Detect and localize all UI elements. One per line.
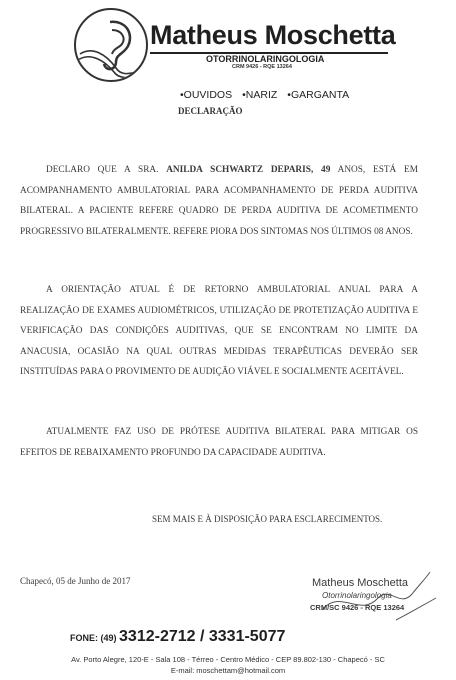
place-date: Chapecó, 05 de Junho de 2017: [20, 576, 131, 586]
specialty-ouvidos: •OUVIDOS: [180, 89, 233, 101]
p1-rest: ANOS, ESTÁ EM ACOMPANHAMENTO AMBULATORIAL PARA ACOMPANHAMENTO DE PERDA AUDITIVA BILATERAL. A PACIENTE REFERE QUADRO DE PERDA AUDITIVA DE ACOMETIMENTO PROGRESSIVO BILATERALMENTE. REFERE PIORA DOS SINTOMAS NOS ÚLTIMOS 08 ANOS.: [20, 165, 418, 237]
email: E-mail: moschettam@hotmail.com: [170, 666, 286, 675]
paragraph-2: [20, 280, 418, 383]
p2-text: A ORIENTAÇÃO ATUAL É DE RETORNO AMBULATORIAL ANUAL PARA A REALIZAÇÃO DE EXAMES AUDIOMÉTRICOS, UTILIZAÇÃO DE PROTETIZAÇÃO AUDITIVA E VERIFICAÇÃO DAS CONDIÇÕES AUDITIVAS, QUE SE ENCONTRAM NO LIMITE DA ANACUSIA, OCASIÃO NA QUAL OUTRAS MEDIDAS TERAPÊUTICAS DEVERÃO SER INSTITUÍDAS PARA O PROVIMENTO DE AUDIÇÃO VIÁVEL E SOCIALMENTE ACEITÁVEL.: [20, 285, 418, 377]
phone-numbers: 3312-2712 / 3331-5077: [119, 628, 286, 645]
doctor-name: Matheus Moschetta: [150, 20, 396, 50]
patient-name: ANILDA SCHWARTZ DEPARIS, 49: [166, 165, 331, 175]
crm-rqe-label: CRM 9426 - RQE 13264: [232, 64, 292, 70]
stamp-specialty: Otorrinolaringologia: [322, 591, 392, 600]
stamp-crm: CRM/SC 9426 - RQE 13264: [310, 603, 405, 612]
phone-label: FONE: (49): [70, 633, 120, 643]
specialties-list: [180, 89, 349, 101]
paragraph-1: [20, 160, 418, 242]
specialty-garganta: •GARGANTA: [287, 89, 350, 101]
specialty-nariz: •NARIZ: [242, 89, 278, 101]
logo-ear-icon: [74, 8, 148, 82]
document-title: DECLARAÇÃO: [178, 106, 243, 116]
p1-intro: DECLARO QUE A SRA.: [46, 165, 167, 175]
paragraph-3: [20, 422, 418, 463]
closing-line: SEM MAIS E À DISPOSIÇÃO PARA ESCLARECIMENTOS.: [152, 514, 383, 524]
specialty-label: OTORRINOLARINGOLOGIA: [206, 54, 325, 64]
address: Av. Porto Alegre, 120-E - Sala 108 - Térreo - Centro Médico - CEP 89.802-130 - Chapecó - SC: [71, 655, 385, 664]
p3-text: ATUALMENTE FAZ USO DE PRÓTESE AUDITIVA BILATERAL PARA MITIGAR OS EFEITOS DE REBAIXAMENTO PROFUNDO DA CAPACIDADE AUDITIVA.: [20, 427, 418, 458]
phone-line: [70, 628, 285, 646]
stamp-name: Matheus Moschetta: [312, 577, 408, 589]
